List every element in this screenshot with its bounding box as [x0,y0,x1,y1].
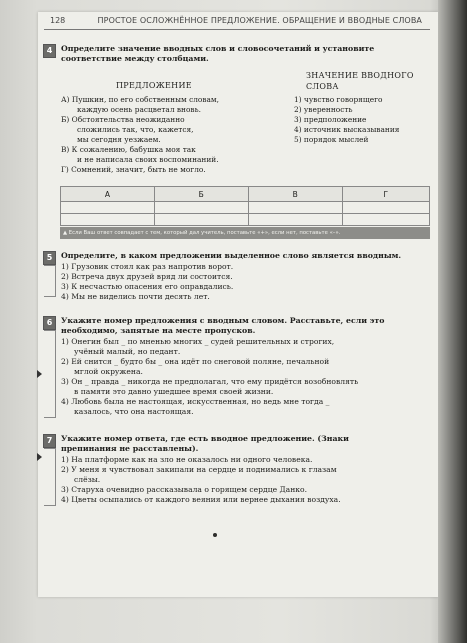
sentence-line: В) К сожалению, бабушка моя так [61,145,196,154]
answer-mark-box [44,265,56,297]
table-header-b: Б [154,187,248,202]
sentence-line: сложились так, что, кажется, [77,125,194,134]
page-dot-mark [213,533,217,537]
sentence-line: Б) Обстоятельства неожиданно [61,115,185,124]
question-line: необходимо, запятые на месте пропусков. [61,326,256,335]
option-item: 1) Грузовик стоял как раз напротив ворот. [61,262,234,271]
option-item: 4) Любовь была не настоящая, искусственная, но ведь мне тогда _ [61,397,330,406]
answer-cell[interactable] [342,202,429,214]
header-rule [44,29,430,30]
sentence-line: каждую осень расцветал вновь. [77,105,201,114]
task-number-badge: 6 [43,316,56,330]
meaning-item: 2) уверенность [294,105,353,114]
answer-cell[interactable] [248,202,342,214]
options-list [61,337,426,417]
option-item: 1) На платформе как на зло не оказалось ни одного человека. [61,455,313,464]
question-line: Укажите номер ответа, где есть вводное предложение. (Знаки [61,434,349,443]
option-item: в памяти это давно ушедшее время своей жизни. [74,387,274,396]
question-line: Укажите номер предложения с вводным словом. Расставьте, если это [61,316,385,325]
task-4 [48,44,426,186]
answer-mark-box [44,330,56,418]
option-item: 4) Цветы осыпались от каждого веяния или вернее дыхания воздуха. [61,495,341,504]
self-check-note: ▲ Если Ваш ответ совпадает с тем, который дал учитель, поставьте «+», если нет, поставьте «–». [60,227,430,239]
margin-arrow-marker [37,370,42,378]
right-heading-line: СЛОВА [306,82,339,91]
table-header-v: В [248,187,342,202]
options-list [61,262,426,302]
page-number: 128 [50,16,66,25]
task-number-badge: 5 [43,251,56,265]
option-item: казалось, что она настоящая. [74,407,194,416]
answer-table [60,186,430,226]
self-check-note-text: Если Ваш ответ совпадает с тем, который дал учитель, поставьте «+», если нет, поставьте «–». [68,230,341,236]
table-header-a: А [61,187,155,202]
option-item: 1) Онегин был _ по мненью многих _ судей решительных и строгих, [61,337,335,346]
sentences-column [61,95,301,175]
task-7 [48,434,426,514]
running-title: ПРОСТОЕ ОСЛОЖНЁННОЕ ПРЕДЛОЖЕНИЕ. ОБРАЩЕНИЕ И ВВОДНЫЕ СЛОВА [97,16,422,25]
sentence-line: мы сегодня уезжаем. [77,135,161,144]
table-header-g: Г [342,187,429,202]
option-item: 4) Мы не виделись почти десять лет. [61,292,210,301]
left-column-heading: ПРЕДЛОЖЕНИЕ [116,81,192,90]
sentence-line: А) Пушкин, по его собственным словам, [61,95,220,104]
option-item: 3) Он _ правда _ никогда не предполагал, что ему придётся возобновлять [61,377,359,386]
option-item: 2) Встреча двух друзей вряд ли состоится. [61,272,233,281]
meaning-item: 5) порядок мыслей [294,135,369,144]
answer-cell[interactable] [61,202,155,214]
book-gutter [438,0,467,643]
meaning-item: 1) чувство говорящего [294,95,383,104]
option-item: 3) К несчастью опасения его оправдались. [61,282,234,291]
option-item: 2) У меня я чувствовал закипали на сердце и поднимались к глазам [61,465,337,474]
option-item: 2) Ей снится _ будто бы _ она идёт по снеговой поляне, печальной [61,357,330,366]
task-number-badge: 7 [43,434,56,448]
task-5 [48,251,426,307]
task-number-badge: 4 [43,44,56,58]
question-line: препинания не расставлены). [61,444,199,453]
answer-cell[interactable] [342,214,429,226]
right-heading-line: ЗНАЧЕНИЕ ВВОДНОГО [306,71,414,80]
options-list [61,455,426,505]
answer-cell[interactable] [154,214,248,226]
option-item: слёзы. [74,475,101,484]
task-6 [48,316,426,426]
answer-mark-box [44,448,56,506]
answer-cell[interactable] [154,202,248,214]
option-item: 3) Старуха очевидно рассказывала о горящем сердце Данко. [61,485,307,494]
task-question [61,434,426,454]
meaning-item: 4) источник высказывания [294,125,400,134]
sentence-line: Г) Сомнений, значит, быть не могло. [61,165,206,174]
task-question: Определите значение вводных слов и словосочетаний и установите соответствие между столбцами. [61,44,375,63]
margin-arrow-marker [37,453,42,461]
task-question [61,316,426,336]
answer-cell[interactable] [248,214,342,226]
task-question: Определите, в каком предложении выделенное слово является вводным. [61,251,402,260]
option-item: мглой окружена. [74,367,143,376]
right-column-heading [306,70,414,92]
meanings-column [294,95,426,145]
answer-cell[interactable] [61,214,155,226]
page-header [44,13,430,31]
option-item: учёный малый, но педант. [74,347,181,356]
meaning-item: 3) предположение [294,115,367,124]
sentence-line: и не написала своих воспоминаний. [77,155,219,164]
